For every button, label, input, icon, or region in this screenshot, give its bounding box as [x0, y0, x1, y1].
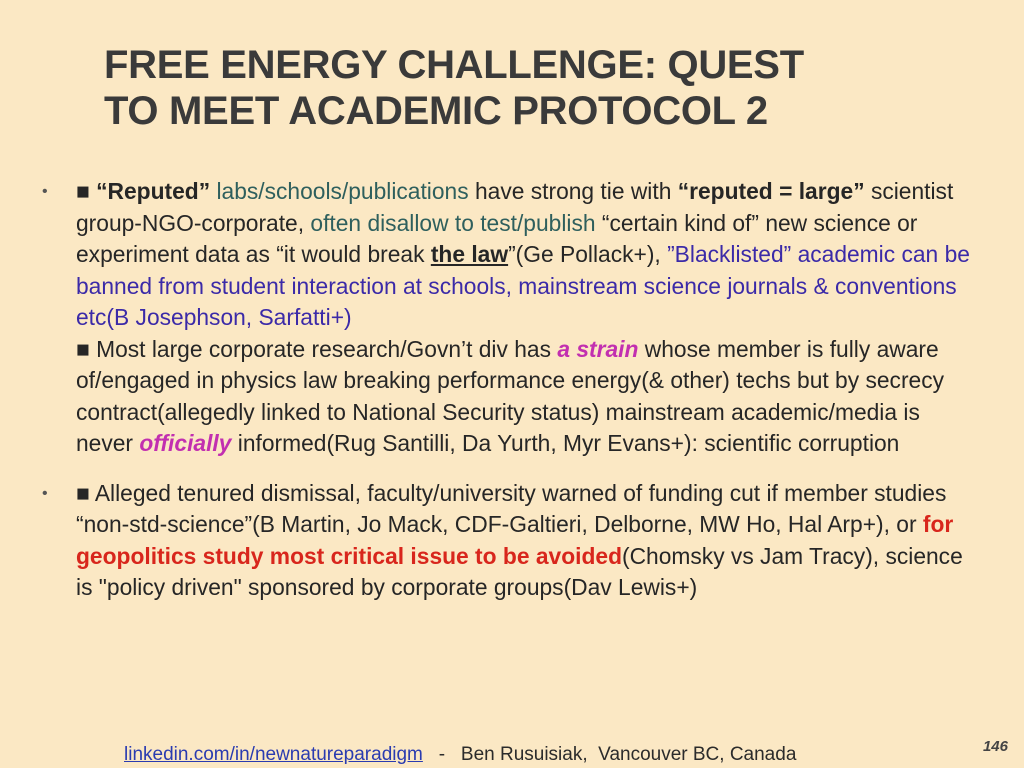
text-run: ■ Alleged tenured dismissal, faculty/university warned of funding cut if member studies “non-std-science”(B Martin, Jo Mack, CDF-Galtieri, Delborne, MW Ho, Hal Arp+), or: [76, 479, 947, 537]
bullet-dot-icon: •: [42, 484, 48, 502]
text-run: whose member is fully aware of/engaged in physics law breaking performance energy(& other) techs but by secrecy contract(allegedly linked to National Security status) mainstream academic/media is never: [76, 335, 945, 456]
bullet-item-2: [42, 478, 982, 604]
text-run-red: for geopolitics study most critical issue to be avoided: [76, 511, 954, 569]
linkedin-link[interactable]: linkedin.com/in/newnatureparadigm: [124, 744, 423, 765]
text-run: (Chomsky vs Jam Tracy), science is "policy driven" sponsored by corporate groups(Dav Lewis+): [76, 542, 963, 600]
slide-title: [104, 42, 924, 134]
text-run-teal: labs/schools/publications: [216, 178, 469, 204]
page-number: 146: [982, 738, 1008, 755]
bullet-dot-icon: •: [42, 183, 48, 200]
text-run-underlined: the law: [430, 241, 509, 267]
text-run-purple: ”Blacklisted” academic can be banned from student interaction at schools, mainstream science journals & conventions etc(B Josephson, Sarfatti+): [76, 241, 970, 330]
text-run-magenta: a strain: [557, 335, 639, 362]
text-run: ■: [76, 178, 97, 204]
text-run: informed(Rug Santilli, Da Yurth, Myr Evans+): scientific corruption: [231, 430, 900, 456]
text-run: ”(Ge Pollack+),: [508, 241, 668, 267]
text-run: have strong tie with: [468, 178, 678, 204]
text-run: ■ Most large corporate research/Govn’t div has: [76, 335, 558, 362]
text-run: scientist group-NGO-corporate,: [76, 178, 954, 236]
footer-author-text: - Ben Rusuisiak, Vancouver BC, Canada: [422, 744, 797, 765]
slide-footer: [124, 744, 796, 766]
bullet-item-1: [42, 176, 982, 460]
text-run-magenta: officially: [139, 430, 232, 456]
bullet-list: [42, 176, 982, 604]
text-run: “certain kind of” new science or experiment data as “it would break: [76, 209, 918, 267]
slide-title-line-1: FREE ENERGY CHALLENGE: QUEST: [104, 43, 804, 87]
text-run-teal: often disallow to test/publish: [310, 209, 596, 236]
text-run-bold: “reputed = large”: [677, 178, 865, 204]
text-run-bold: “Reputed”: [96, 178, 211, 204]
slide-title-line-2: TO MEET ACADEMIC PROTOCOL 2: [104, 89, 768, 133]
